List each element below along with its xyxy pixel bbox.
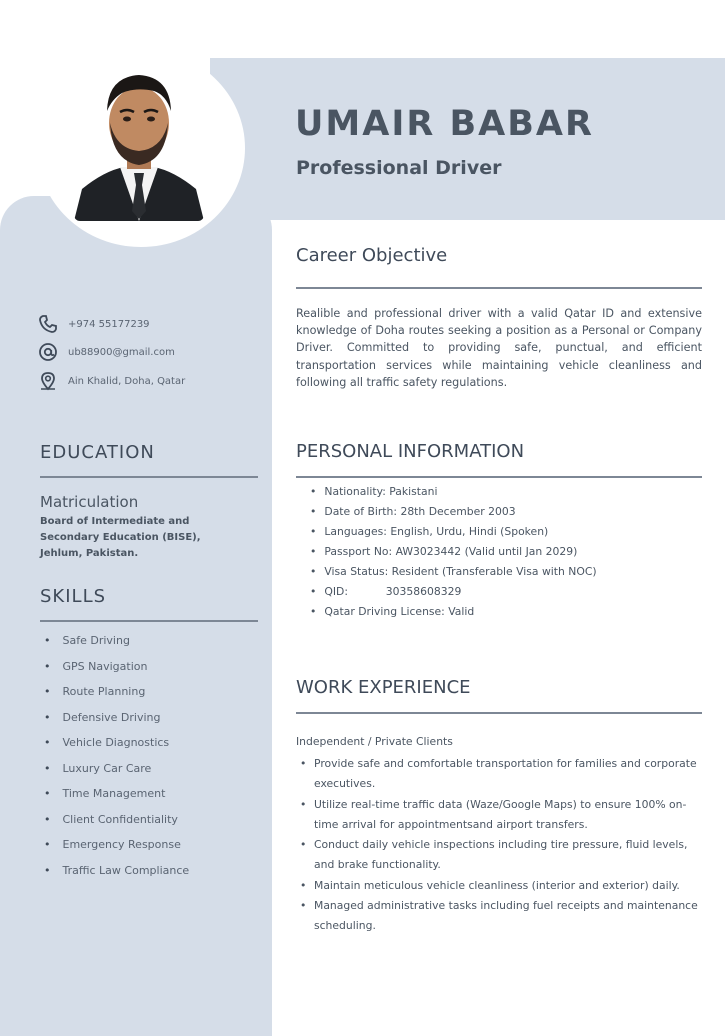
work-duty-item: • Conduct daily vehicle inspections including tire pressure, fluid levels, and brake functionality. — [298, 835, 708, 876]
phone-text: +974 55177239 — [68, 318, 150, 330]
education-heading: EDUCATION — [40, 442, 155, 463]
location-pin-icon — [38, 371, 58, 391]
work-experience-heading: WORK EXPERIENCE — [296, 677, 471, 698]
candidate-name: UMAIR BABAR — [295, 104, 594, 144]
work-duty-item: • Managed administrative tasks including fuel receipts and maintenance scheduling. — [298, 896, 708, 937]
skill-item: • Route Planning — [44, 685, 189, 711]
work-duty-item: • Utilize real-time traffic data (Waze/Google Maps) to ensure 100% on-time arrival for appointmentsand airport transfers. — [298, 795, 708, 836]
email-icon — [38, 342, 58, 362]
skills-list — [44, 634, 189, 889]
personal-info-item: • Languages: English, Urdu, Hindi (Spoken) — [310, 525, 597, 545]
skill-item: • Emergency Response — [44, 838, 189, 864]
skill-item: • Defensive Driving — [44, 711, 189, 737]
work-duty-item: • Maintain meticulous vehicle cleanliness (interior and exterior) daily. — [298, 876, 708, 896]
personal-info-item: • Qatar Driving License: Valid — [310, 605, 597, 625]
work-experience-divider — [296, 712, 702, 714]
skill-item: • Traffic Law Compliance — [44, 864, 189, 890]
skills-divider — [40, 620, 258, 622]
work-client: Independent / Private Clients — [296, 735, 453, 748]
work-duties-list — [298, 754, 708, 937]
personal-info-heading: PERSONAL INFORMATION — [296, 441, 525, 462]
personal-info-divider — [296, 476, 702, 478]
education-divider — [40, 476, 258, 478]
contact-address — [38, 371, 185, 391]
personal-info-list — [310, 485, 597, 625]
education-degree: Matriculation — [40, 493, 139, 511]
personal-info-item: • Nationality: Pakistani — [310, 485, 597, 505]
work-duty-item: • Provide safe and comfortable transportation for families and corporate executives. — [298, 754, 708, 795]
personal-info-item: • QID: 30358608329 — [310, 585, 597, 605]
personal-info-item: • Date of Birth: 28th December 2003 — [310, 505, 597, 525]
skill-item: • Time Management — [44, 787, 189, 813]
skill-item: • Vehicle Diagnostics — [44, 736, 189, 762]
objective-divider — [296, 287, 702, 289]
phone-icon — [38, 314, 58, 334]
profile-photo — [74, 61, 204, 221]
personal-info-item: • Passport No: AW3023442 (Valid until Jan 2029) — [310, 545, 597, 565]
contact-email — [38, 342, 175, 362]
skill-item: • Safe Driving — [44, 634, 189, 660]
address-text: Ain Khalid, Doha, Qatar — [68, 375, 186, 387]
education-board: Board of Intermediate and Secondary Education (BISE), Jehlum, Pakistan. — [40, 516, 201, 559]
skills-heading: SKILLS — [40, 586, 107, 607]
candidate-title: Professional Driver — [296, 157, 502, 179]
skill-item: • Luxury Car Care — [44, 762, 189, 788]
objective-text: Realible and professional driver with a valid Qatar ID and extensive knowledge of Doha routes seeking a position as a Personal or Company Driver. Committed to providing safe, punctual, and efficient transportation services while maintaining vehicle cleanliness and following all traffic safety regulations. — [296, 307, 702, 389]
skill-item: • Client Confidentiality — [44, 813, 189, 839]
skill-item: • GPS Navigation — [44, 660, 189, 686]
personal-info-item: • Visa Status: Resident (Transferable Visa with NOC) — [310, 565, 597, 585]
objective-heading: Career Objective — [296, 245, 448, 266]
email-text: ub88900@gmail.com — [68, 346, 175, 358]
contact-phone — [38, 314, 150, 334]
